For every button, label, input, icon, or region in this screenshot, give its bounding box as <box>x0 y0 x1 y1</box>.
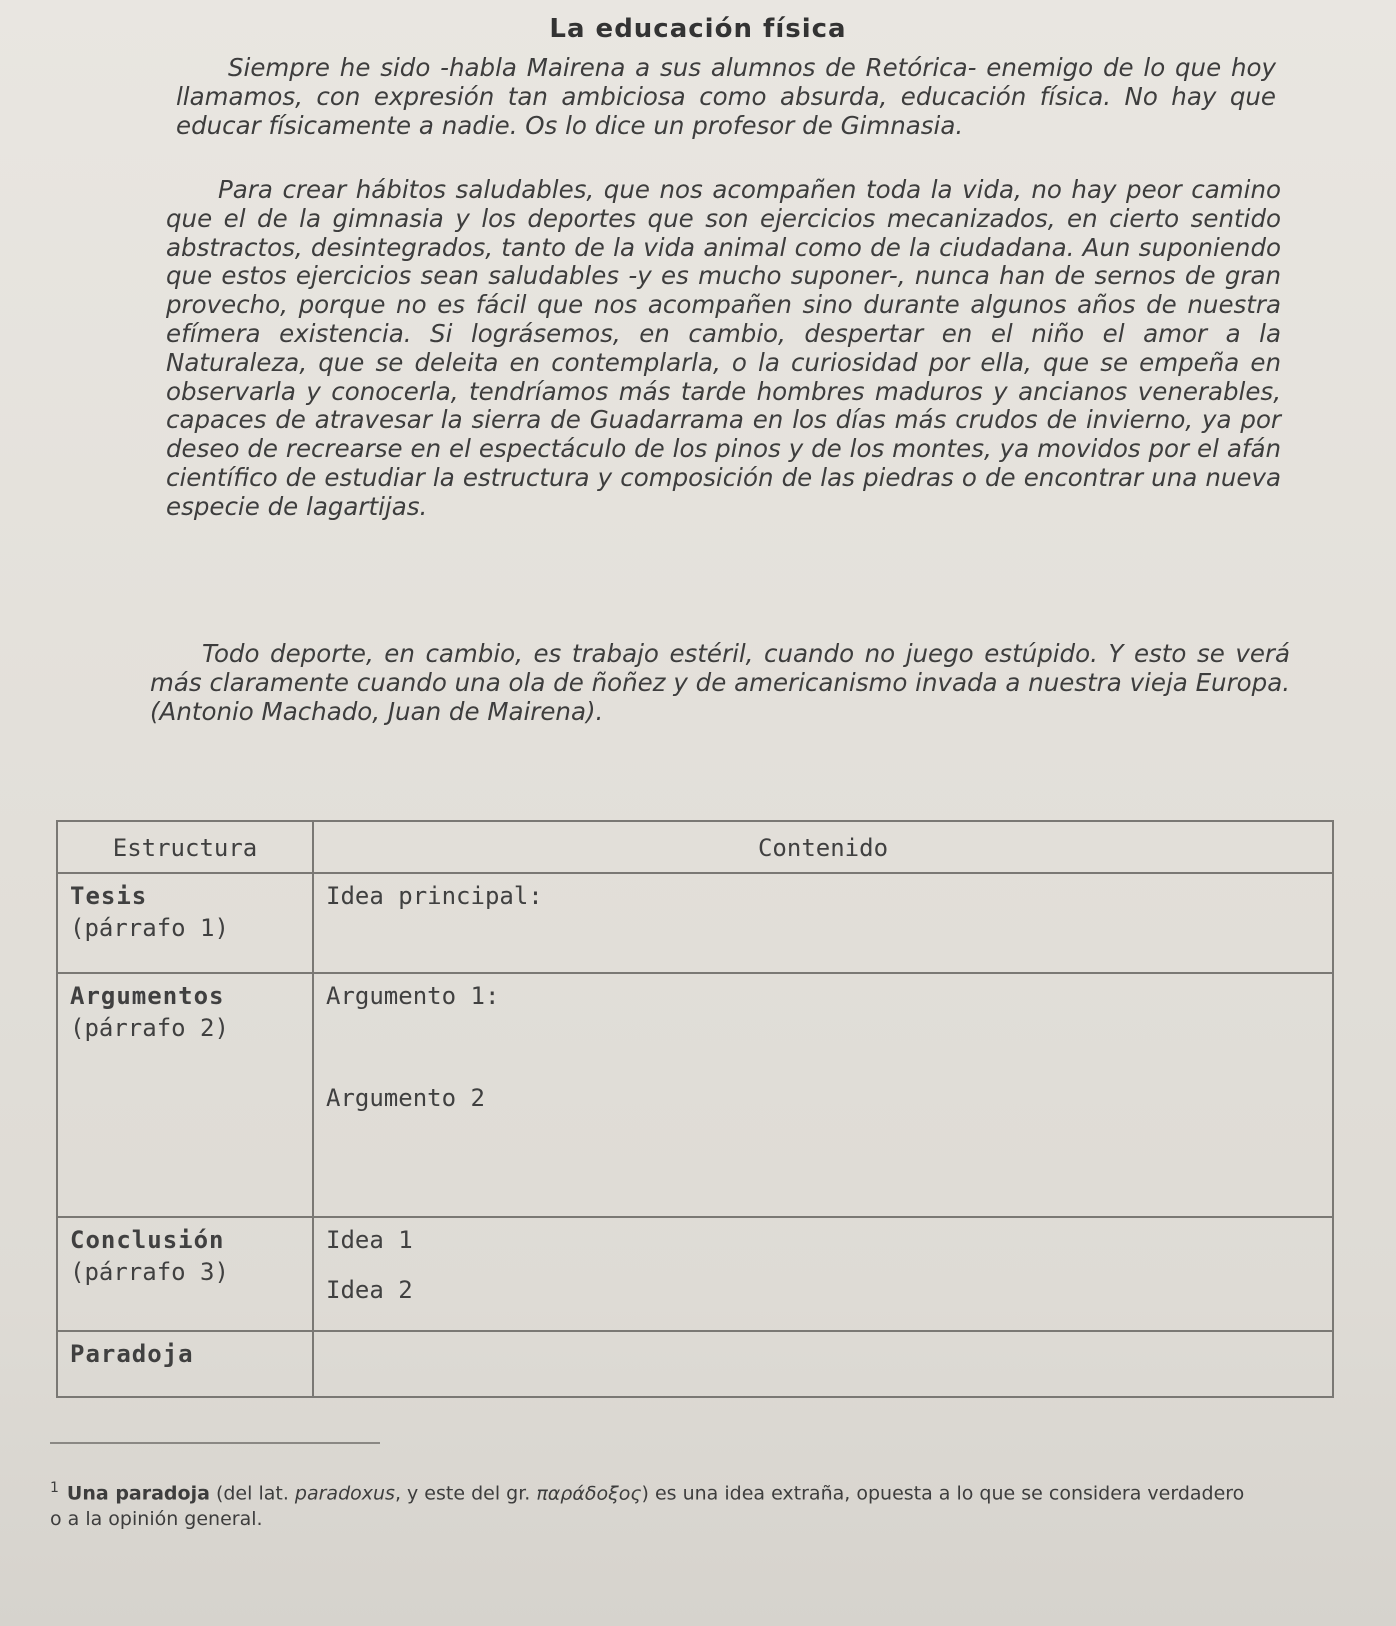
structure-table <box>56 820 1334 1398</box>
header-content: Contenido <box>313 821 1333 873</box>
cell-tesis-label <box>57 873 313 973</box>
footnote-greek: παράδοξος <box>536 1482 642 1505</box>
footnote-term: Una paradoja <box>66 1482 210 1505</box>
conclusion-idea-1: Idea 1 <box>326 1226 413 1254</box>
footnote-text-b: , y este del gr. <box>394 1482 537 1505</box>
cell-argumentos-content[interactable] <box>313 973 1333 1217</box>
argumento-1-blank <box>326 1010 1320 1084</box>
cell-tesis-content[interactable] <box>313 873 1333 973</box>
footnote-latin: paradoxus <box>294 1482 395 1505</box>
label-tesis: Tesis <box>70 882 148 910</box>
footnote-rule <box>50 1442 380 1444</box>
footnote-marker: 1 <box>50 1480 59 1496</box>
header-structure: Estructura <box>57 821 313 873</box>
cell-conclusion-content[interactable] <box>313 1217 1333 1331</box>
table-header-row <box>57 821 1333 873</box>
argumento-2: Argumento 2 <box>326 1084 485 1112</box>
footnote-text-c: ) es una idea extraña, opuesta a lo que se considera verdadero o a la opinión general. <box>50 1482 1245 1531</box>
table-row <box>57 1217 1333 1331</box>
label-argumentos-sub: (párrafo 2) <box>70 1014 229 1042</box>
conclusion-idea-2: Idea 2 <box>326 1276 413 1304</box>
label-paradoja: Paradoja <box>70 1340 194 1368</box>
paragraph-1: Siempre he sido -habla Mairena a sus alumnos de Retórica- enemigo de lo que hoy llamamos, con expresión tan ambiciosa como absurda, educación física. No hay que educar físicamente a nadie. Os lo dice un profesor de Gimnasia. <box>176 53 1276 140</box>
tesis-idea-principal: Idea principal: <box>326 882 543 910</box>
conclusion-blank <box>326 1254 1320 1276</box>
label-conclusion-sub: (párrafo 3) <box>70 1258 229 1286</box>
argumento-1: Argumento 1: <box>326 982 500 1010</box>
paragraph-3: Todo deporte, en cambio, es trabajo estéril, cuando no juego estúpido. Y esto se verá más claramente cuando una ola de ñoñez y de americanismo invada a nuestra vieja Europa. (Antonio Machado, Juan de Mairena). <box>150 639 1290 726</box>
table-row <box>57 873 1333 973</box>
document-title: La educación física <box>549 14 847 44</box>
footnote-text-a: (del lat. <box>209 1482 295 1505</box>
table-row <box>57 1331 1333 1397</box>
table-row <box>57 973 1333 1217</box>
cell-argumentos-label <box>57 973 313 1217</box>
footnote <box>50 1475 1250 1532</box>
cell-conclusion-label <box>57 1217 313 1331</box>
label-tesis-sub: (párrafo 1) <box>70 914 229 942</box>
paragraph-2: Para crear hábitos saludables, que nos acompañen toda la vida, no hay peor camino que el de la gimnasia y los deportes que son ejercicios mecanizados, en cierto sentido abstractos, desintegrados, tanto de la vida animal como de la ciudadana. Aun suponiendo que estos ejercicios sean saludables -y es mucho suponer-, nunca han de sernos de gran provecho, porque no es fácil que nos acompañen sino durante algunos años de nuestra efímera existencia. Si lográsemos, en cambio, despertar en el niño el amor a la Naturaleza, que se deleita en contemplarla, o la curiosidad por ella, que se empeña en observarla y conocerla, tendríamos más tarde hombres maduros y ancianos venerables, capaces de atravesar la sierra de Guadarrama en los días más crudos de invierno, ya por deseo de recrearse en el espectáculo de los pinos y de los montes, ya movidos por el afán científico de estudiar la estructura y composición de las piedras o de encontrar una nueva especie de lagartijas. <box>166 175 1281 521</box>
cell-paradoja-label <box>57 1331 313 1397</box>
label-conclusion: Conclusión <box>70 1226 225 1254</box>
cell-paradoja-content[interactable] <box>313 1331 1333 1397</box>
label-argumentos: Argumentos <box>70 982 225 1010</box>
